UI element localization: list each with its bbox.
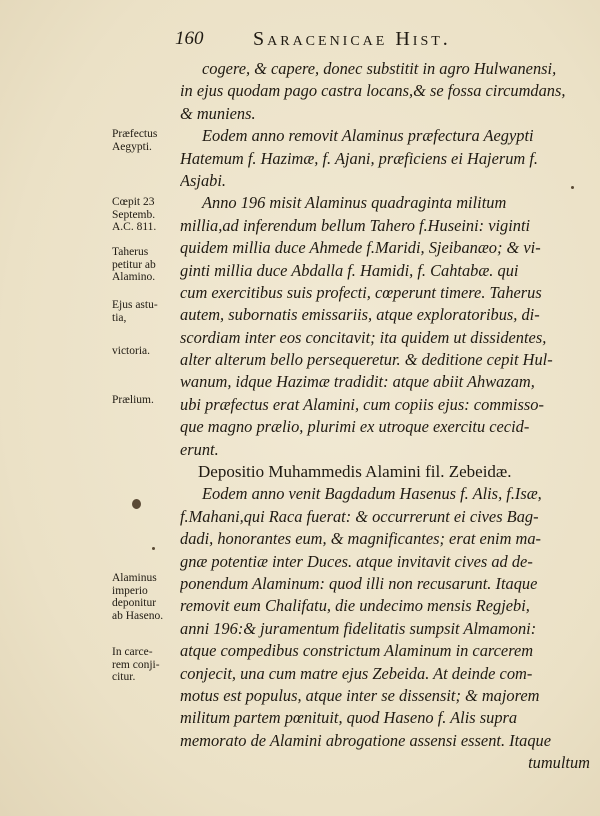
ink-speck <box>152 547 155 550</box>
text-line: anni 196:& juramentum fidelitatis sumpsit Almamoni: <box>180 618 537 638</box>
margin-note-line: Præfectus <box>112 128 158 140</box>
margin-note <box>112 394 182 407</box>
text-line: scordiam inter eos concitavit; ita quidem ut dissidentes, <box>180 327 547 347</box>
margin-note-line: Septemb. <box>112 208 156 221</box>
text-line: gnæ potentiæ inter Duces. atque invitavit cives ad de- <box>180 551 533 571</box>
text-line: dadi, honorantes eum, & magnificantes; erat enim ma- <box>180 529 542 549</box>
text-line: removit eum Chalifatu, die undecimo mensis Regjebi, <box>180 596 530 616</box>
margin-note <box>112 246 182 284</box>
running-title: Saracenicae Hist. <box>253 28 451 50</box>
margin-note-line: petitur ab <box>112 258 156 271</box>
ink-speck <box>571 186 574 189</box>
margin-note-line: Cœpit 23 <box>112 196 155 208</box>
text-line: Eodem anno venit Bagdadum Hasenus f. Alis, f.Isæ, <box>202 484 542 504</box>
margin-note <box>112 572 182 622</box>
text-line: ubi præfectus erat Alamini, cum copiis ejus: commisso- <box>180 394 544 414</box>
margin-note <box>112 196 182 234</box>
margin-note-line: victoria. <box>112 345 150 357</box>
margin-note-line: rem conji- <box>112 658 160 671</box>
text-line: erunt. <box>180 439 219 459</box>
main-text-column <box>180 58 590 775</box>
margin-note <box>112 646 182 684</box>
margin-note-line: imperio <box>112 584 148 597</box>
text-line: autem, subornatis emissariis, atque exploratoribus, di- <box>180 305 540 325</box>
text-line: Eodem anno removit Alaminus præfectura Aegypti <box>202 126 534 146</box>
margin-note-line: Alamino. <box>112 271 156 283</box>
margin-note <box>112 345 182 358</box>
margin-note-line: In carce- <box>112 646 153 658</box>
text-line: in ejus quodam pago castra locans,& se fossa circumdans, <box>180 81 566 101</box>
margin-note-line: Taherus <box>112 246 149 258</box>
margin-note-line: ab Haseno. <box>112 609 164 622</box>
text-line: quidem millia duce Ahmede f.Maridi, Sjeibanæo; & vi- <box>180 238 541 258</box>
text-line: motus est populus, atque inter se dissensit; & majorem <box>180 685 540 705</box>
text-line: Asjabi. <box>180 170 226 190</box>
text-line: f.Mahani,qui Raca fuerat: & occurrerunt ei cives Bag- <box>180 506 539 526</box>
ink-blot <box>132 499 141 509</box>
text-line: ponendum Alaminum: quod illi non recusarunt. Itaque <box>180 573 538 593</box>
margin-note <box>112 128 182 153</box>
margin-note <box>112 299 182 324</box>
margin-note-line: Alaminus <box>112 572 157 584</box>
text-line: ginti millia duce Abdalla f. Hamidi, f. Cahtabæ. qui <box>180 260 519 280</box>
catchword: tumultum <box>528 753 590 773</box>
text-line: militum partem pœnituit, quod Haseno f. Alis supra <box>180 708 518 728</box>
text-line: Anno 196 misit Alaminus quadraginta militum <box>202 193 507 213</box>
text-line: cum exercitibus suis profecti, cœperunt timere. Taherus <box>180 282 542 302</box>
page-number: 160 <box>175 28 204 49</box>
page-header <box>175 28 585 52</box>
margin-note-line: deponitur <box>112 597 157 609</box>
text-line: Hatemum f. Hazimæ, f. Ajani, præficiens ei Hajerum f. <box>180 148 539 168</box>
text-line: cogere, & capere, donec substitit in agro Hulwanensi, <box>202 59 557 78</box>
section-heading: Depositio Muhammedis Alamini fil. Zebeidæ. <box>198 462 512 482</box>
margin-note-line: citur. <box>112 671 136 683</box>
margin-note-line: Prælium. <box>112 394 154 406</box>
margin-note-line: Aegypti. <box>112 140 152 153</box>
margin-note-line: tia, <box>112 311 127 324</box>
text-line: wanum, idque Hazimæ tradidit: atque abiit Ahwazam, <box>180 372 535 392</box>
margin-note-line: Ejus astu- <box>112 299 158 311</box>
text-line: millia,ad inferendum bellum Tahero f.Huseini: viginti <box>180 215 531 235</box>
text-line: memorato de Alamini abrogatione assensi essent. Itaque <box>180 730 552 750</box>
text-line: atque compedibus constrictum Alaminum in carcerem <box>180 641 534 661</box>
text-line: & muniens. <box>180 103 256 123</box>
text-line: que magno prælio, plurimi ex utroque exercitu cecid- <box>180 417 530 437</box>
text-line: conjecit, una cum matre ejus Zebeida. At deinde com- <box>180 663 533 683</box>
margin-note-line: A.C. 811. <box>112 221 157 233</box>
text-line: alter alterum bello persequeretur. & deditione cepit Hul- <box>180 350 553 370</box>
